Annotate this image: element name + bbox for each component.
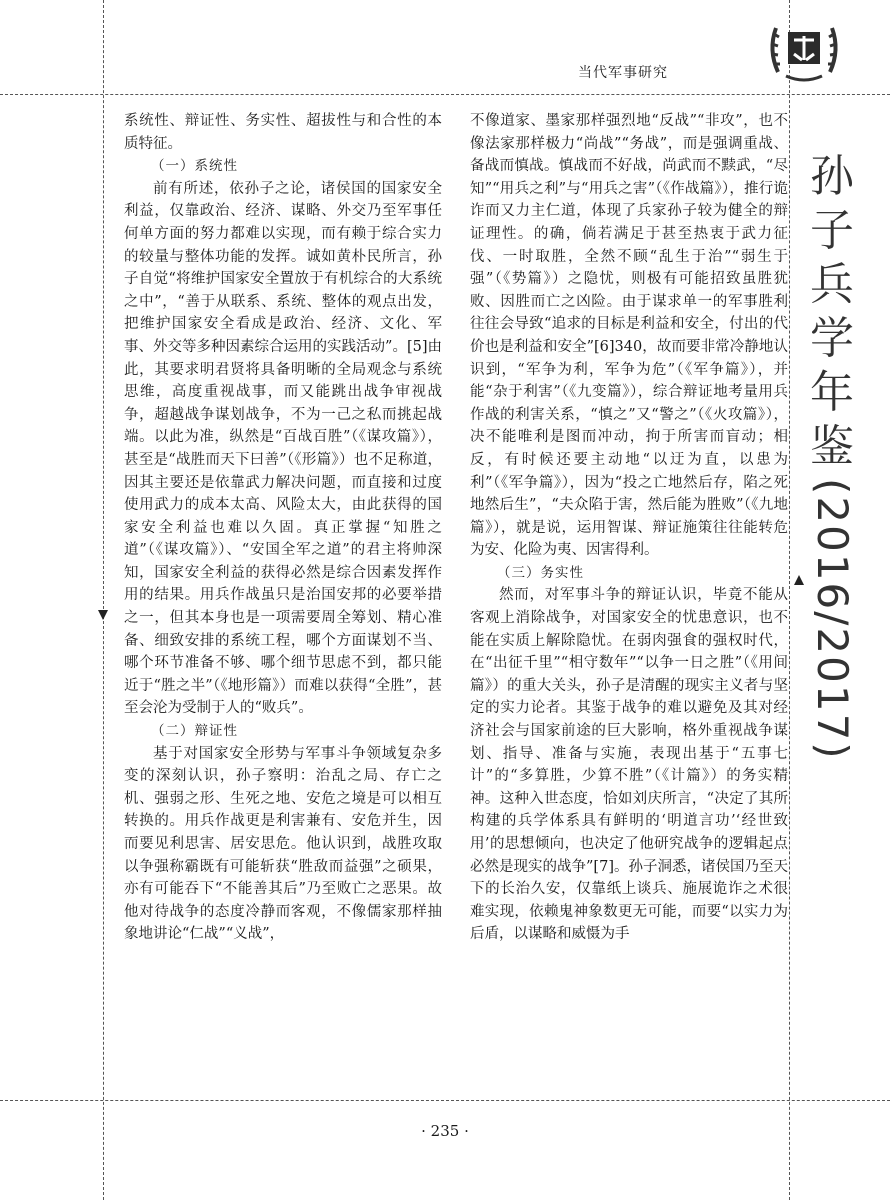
journal-section-title: 当代军事研究 (578, 65, 668, 81)
paragraph: 基于对国家安全形势与军事斗争领域复杂多变的深刻认识，孙子察明：治乱之局、存亡之机、强弱之形、生死之地、安危之境是可以相互转换的。用兵作战更是利害兼有、安危并生，因而要见利思害、居安思危。他认识到，战胜攻取以争强称霸既有可能斩获“胜敌而益强”之硕果，亦有可能吞下“不能善其后”乃至败亡之恶果。故他对待战争的态度冷静而客观，不像儒家那样抽象地讲论“仁战”“义战”， (124, 745, 442, 943)
section-heading-systematic: （一）系统性 (151, 158, 238, 175)
yearbook-emblem-icon (764, 10, 844, 88)
left-dashed-rule (103, 0, 104, 1200)
yearbook-vertical-title (806, 150, 858, 774)
title-char: 子 (810, 205, 854, 256)
title-char: 学 (810, 313, 854, 364)
right-dashed-rule (789, 0, 790, 1200)
left-text-column (124, 110, 442, 946)
title-char: 年 (810, 367, 854, 418)
title-char: 孙 (810, 151, 854, 202)
title-year: (2016/2017) (808, 478, 857, 761)
title-char: 鉴 (810, 421, 854, 472)
paragraph: 然而，对军事斗争的辩证认识，毕竟不能从客观上消除战争，对国家安全的忧患意识，也不能在实质上解除隐忧。在弱肉强食的强权时代，在“出征千里”“相守数年”“以争一日之胜”（《用间篇》）的重大关头，孙子是清醒的现实主义者与坚定的实力论者。其鉴于战争的难以避免及其对经济社会与国家前途的巨大影响，格外重视战争谋划、指导、准备与实施，表现出基于“五事七计”的“多算胜，少算不胜”（《计篇》）的务实精神。这种入世态度，恰如刘庆所言，“决定了其所构建的兵学体系具有鲜明的‘明道言功’‘经世致用’的思想倾向，也决定了他研究战争的逻辑起点必然是现实的战争”[7]。孙子洞悉，诸侯国乃至天下的长治久安，仅靠纸上谈兵、施展诡诈之术很难实现，依赖鬼神象数更无可能，而要“以实力为后盾，以谋略和威慑为手 (470, 587, 788, 943)
section-heading-dialectical: （二）辩证性 (151, 723, 238, 740)
section-heading-pragmatic: （三）务实性 (497, 564, 584, 581)
bottom-dashed-rule (0, 1100, 890, 1101)
title-char: 兵 (810, 259, 854, 310)
down-triangle-icon (98, 610, 108, 620)
paragraph: 前有所述，依孙子之论，诸侯国的国家安全利益，仅靠政治、经济、谋略、外交乃至军事任何单方面的努力都难以实现，而有赖于综合实力的较量与整体功能的发挥。诚如黄朴民所言，孙子自觉“将维护国家安全置放于有机综合的大系统之中”，“善于从联系、系统、整体的观点出发，把维护国家安全看成是政治、经济、文化、军事、外交等多种因素综合运用的实践活动”。[5]由此，其要求明君贤将具备明晰的全局观念与系统思维，高度重视战事，而又能跳出战争审视战争，超越战争谋划战争，不为一己之私而挑起战端。以此为准，纵然是“百战百胜”（《谋攻篇》），甚至是“战胜而天下曰善”（《形篇》）也不足称道，因其主要还是依靠武力解决问题，而直接和过度使用武力的成本太高、风险太大，由此获得的国家安全利益也难以久固。真正掌握“知胜之道”（《谋攻篇》）、“安国全军之道”的君主将帅深知，国家安全利益的获得必然是综合因素发挥作用的结果。用兵作战虽只是治国安邦的必要举措之一，但其本身也是一项需要周全筹划、精心准备、细致安排的系统工程，哪个方面谋划不当、哪个环节准备不够、哪个细节思虑不到，都只能近于“胜之半”（《地形篇》）而难以获得“全胜”，甚至会沦为受制于人的“败兵”。 (124, 180, 442, 717)
top-dashed-rule (0, 94, 890, 95)
paragraph: 系统性、辩证性、务实性、超拔性与和合性的本质特征。 (124, 113, 442, 152)
right-text-column (470, 110, 788, 946)
up-triangle-icon (794, 575, 804, 585)
paragraph: 不像道家、墨家那样强烈地“反战”“非攻”，也不像法家那样极力“尚战”“务战”，而是强调重战、备战而慎战。慎战而不好战，尚武而不黩武，“尽知”“用兵之利”与“用兵之害”（《作战篇》），推行诡诈而又力主仁道，体现了兵家孙子较为健全的辩证理性。的确，倘若满足于甚至热衷于武力征伐、一时取胜，全然不顾“乱生于治”“弱生于强”（《势篇》）之隐忧，则极有可能招致虽胜犹败、因胜而亡之凶险。由于谋求单一的军事胜利往往会导致“追求的目标是利益和安全，付出的代价也是利益和安全”[6]340，故而要非常冷静地认识到，“军争为利，军争为危”（《军争篇》），并能“杂于利害”（《九变篇》），综合辩证地考量用兵作战的利害关系，“慎之”又“警之”（《火攻篇》），决不能唯利是图而冲动，拘于所害而盲动；相反，有时候还要主动地“以迂为直，以患为利”（《军争篇》），因为“投之亡地然后存，陷之死地然后生”，“夫众陷于害，然后能为胜败”（《九地篇》），就是说，运用智谋、辩证施策往往能转危为安、化险为夷、因害得利。 (470, 113, 788, 559)
page-number: · 235 · (421, 1122, 469, 1140)
